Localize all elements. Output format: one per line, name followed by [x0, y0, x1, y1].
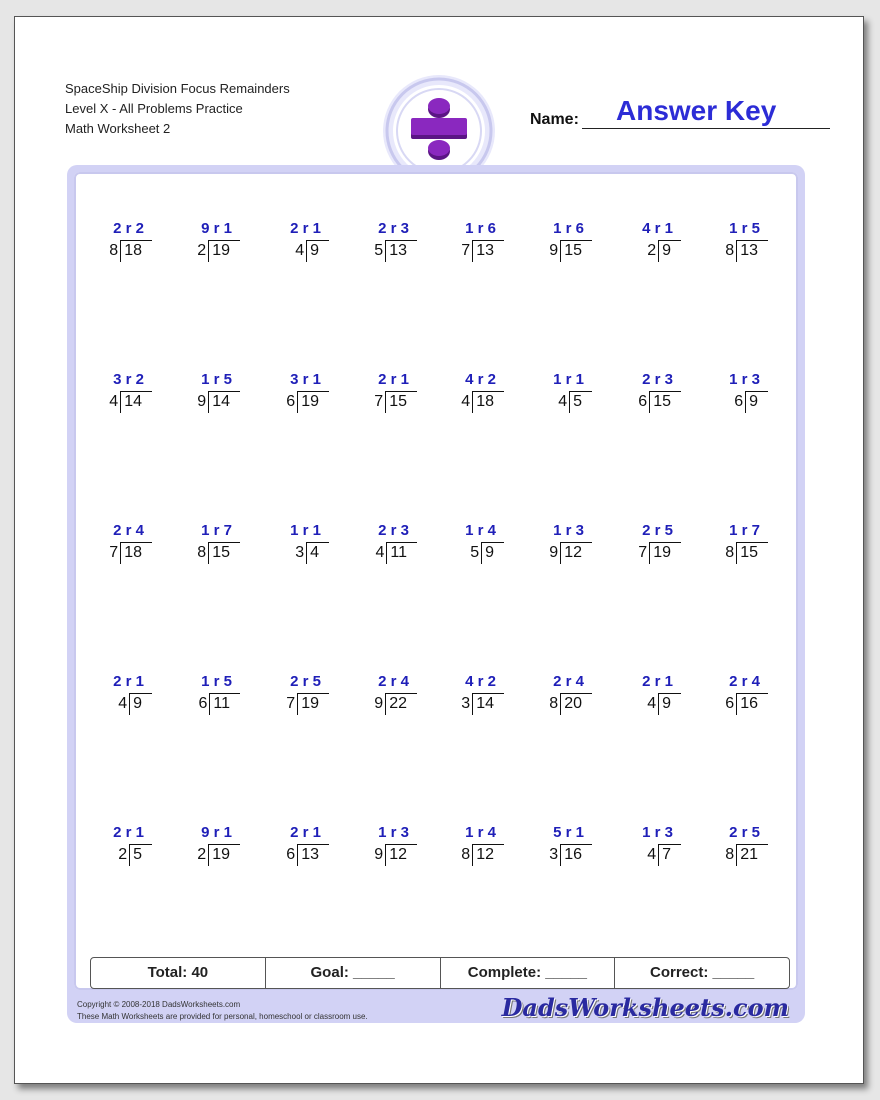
divisor: 7 [638, 544, 648, 561]
quotient-answer: 2 r 4 [729, 673, 760, 690]
divisor: 8 [461, 846, 471, 863]
quotient-answer: 1 r 7 [201, 522, 232, 539]
quotient-answer: 4 r 2 [465, 673, 496, 690]
divisor: 2 [647, 242, 657, 259]
dividend: 21 [736, 844, 768, 866]
dividend: 16 [736, 693, 768, 715]
problem-frame [67, 165, 805, 1023]
worksheet-level: Level X - All Problems Practice [65, 101, 243, 116]
divisor: 5 [470, 544, 480, 561]
dividend: 12 [472, 844, 504, 866]
division-problem [269, 220, 329, 264]
divisor: 9 [549, 242, 559, 259]
division-bracket [725, 240, 768, 262]
division-problem [92, 824, 152, 868]
quotient-answer: 4 r 1 [642, 220, 673, 237]
division-problem [444, 220, 504, 264]
quotient-answer: 2 r 1 [290, 220, 321, 237]
divisor: 8 [725, 544, 735, 561]
division-bracket [109, 391, 152, 413]
division-bracket [374, 693, 417, 715]
quotient-answer: 2 r 2 [113, 220, 144, 237]
division-bracket [197, 391, 240, 413]
division-bracket [109, 240, 152, 262]
dividend: 9 [658, 693, 681, 715]
dividend: 7 [658, 844, 681, 866]
dividend: 4 [306, 542, 329, 564]
divisor: 9 [549, 544, 559, 561]
division-problem [92, 371, 152, 415]
divisor: 6 [638, 393, 648, 410]
total-cell: Total: 40 [91, 958, 266, 988]
divisor: 3 [461, 695, 471, 712]
division-bracket [197, 542, 240, 564]
division-bracket [647, 240, 681, 262]
quotient-answer: 1 r 6 [465, 220, 496, 237]
quotient-answer: 1 r 5 [201, 371, 232, 388]
problem-area [74, 172, 798, 990]
division-bracket [118, 844, 152, 866]
dividend: 22 [385, 693, 417, 715]
division-problem [357, 522, 417, 566]
quotient-answer: 9 r 1 [201, 220, 232, 237]
dividend: 14 [120, 391, 152, 413]
division-bracket [374, 391, 417, 413]
dividend: 20 [560, 693, 592, 715]
divisor: 9 [374, 695, 384, 712]
divisor: 6 [734, 393, 744, 410]
divisor: 3 [549, 846, 559, 863]
divisor: 4 [295, 242, 305, 259]
quotient-answer: 1 r 3 [378, 824, 409, 841]
divisor: 2 [197, 242, 207, 259]
dividend: 15 [560, 240, 592, 262]
quotient-answer: 2 r 4 [553, 673, 584, 690]
divisor: 2 [118, 846, 128, 863]
quotient-answer: 1 r 3 [642, 824, 673, 841]
divisor: 3 [295, 544, 305, 561]
division-problem [532, 824, 592, 868]
quotient-answer: 2 r 1 [113, 824, 144, 841]
division-bracket [295, 240, 329, 262]
quotient-answer: 9 r 1 [201, 824, 232, 841]
quotient-answer: 3 r 2 [113, 371, 144, 388]
division-problem [357, 673, 417, 717]
division-problem [621, 673, 681, 717]
division-bracket [197, 240, 240, 262]
division-bracket [461, 693, 504, 715]
dividend: 13 [297, 844, 329, 866]
dividend: 9 [658, 240, 681, 262]
quotient-answer: 2 r 1 [290, 824, 321, 841]
quotient-answer: 5 r 1 [553, 824, 584, 841]
problem-grid [74, 172, 798, 990]
worksheet-header [65, 79, 290, 139]
division-bracket [286, 844, 329, 866]
dividend: 15 [385, 391, 417, 413]
division-bracket [461, 844, 504, 866]
divisor: 7 [461, 242, 471, 259]
dividend: 16 [560, 844, 592, 866]
copyright-line: Copyright © 2008-2018 DadsWorksheets.com [77, 1000, 241, 1009]
division-bracket [118, 693, 152, 715]
dividend: 19 [208, 240, 240, 262]
division-problem [357, 371, 417, 415]
division-problem [708, 220, 768, 264]
divisor: 9 [197, 393, 207, 410]
quotient-answer: 2 r 5 [729, 824, 760, 841]
division-problem [532, 522, 592, 566]
division-problem [92, 673, 152, 717]
division-problem [532, 220, 592, 264]
division-problem [357, 824, 417, 868]
quotient-answer: 1 r 4 [465, 522, 496, 539]
division-bracket [725, 693, 768, 715]
division-problem [444, 824, 504, 868]
complete-cell: Complete: _____ [441, 958, 616, 988]
division-bracket [286, 391, 329, 413]
dividend: 13 [385, 240, 417, 262]
division-problem [444, 522, 504, 566]
divisor: 4 [375, 544, 385, 561]
division-bracket [461, 240, 504, 262]
worksheet-title: SpaceShip Division Focus Remainders [65, 81, 290, 96]
division-problem [180, 220, 240, 264]
dividend: 5 [569, 391, 592, 413]
quotient-answer: 1 r 3 [553, 522, 584, 539]
divisor: 8 [549, 695, 559, 712]
divisor: 2 [197, 846, 207, 863]
dividend: 15 [649, 391, 681, 413]
quotient-answer: 2 r 5 [642, 522, 673, 539]
division-bracket [461, 391, 504, 413]
quotient-answer: 2 r 3 [378, 522, 409, 539]
division-problem [92, 522, 152, 566]
divisor: 4 [118, 695, 128, 712]
division-problem [621, 522, 681, 566]
division-problem [180, 824, 240, 868]
divisor: 9 [374, 846, 384, 863]
division-problem [269, 673, 329, 717]
division-bracket [197, 844, 240, 866]
division-problem [444, 673, 504, 717]
quotient-answer: 1 r 4 [465, 824, 496, 841]
usage-line: These Math Worksheets are provided for personal, homeschool or classroom use. [77, 1012, 368, 1021]
division-problem [180, 673, 240, 717]
division-bracket [558, 391, 592, 413]
brand-logo: DadsWorksheets.com [501, 993, 789, 1022]
division-bracket [647, 844, 681, 866]
quotient-answer: 3 r 1 [290, 371, 321, 388]
dividend: 9 [129, 693, 152, 715]
worksheet-number: Math Worksheet 2 [65, 121, 171, 136]
division-bracket [375, 542, 417, 564]
division-problem [708, 673, 768, 717]
dividend: 18 [472, 391, 504, 413]
quotient-answer: 1 r 7 [729, 522, 760, 539]
quotient-answer: 2 r 1 [113, 673, 144, 690]
division-bracket [725, 542, 768, 564]
division-bracket [638, 542, 681, 564]
division-bracket [549, 240, 592, 262]
division-bracket [647, 693, 681, 715]
dividend: 18 [120, 542, 152, 564]
dividend: 11 [209, 693, 240, 715]
division-problem [269, 824, 329, 868]
division-problem [180, 522, 240, 566]
division-problem [92, 220, 152, 264]
quotient-answer: 4 r 2 [465, 371, 496, 388]
dividend: 19 [208, 844, 240, 866]
division-bracket [470, 542, 504, 564]
divisor: 5 [374, 242, 384, 259]
dividend: 12 [385, 844, 417, 866]
division-bracket [549, 844, 592, 866]
division-bracket [295, 542, 329, 564]
answer-key-text: Answer Key [616, 95, 777, 126]
division-bracket [549, 542, 592, 564]
dividend: 9 [745, 391, 768, 413]
divisor: 4 [109, 393, 119, 410]
division-bracket [286, 693, 329, 715]
division-bracket [734, 391, 768, 413]
division-problem [708, 371, 768, 415]
divisor: 8 [109, 242, 119, 259]
dividend: 18 [120, 240, 152, 262]
dividend: 15 [736, 542, 768, 564]
divisor: 6 [286, 846, 296, 863]
worksheet-page [14, 16, 864, 1084]
divisor: 7 [109, 544, 119, 561]
divisor: 8 [197, 544, 207, 561]
divisor: 4 [558, 393, 568, 410]
correct-cell: Correct: _____ [650, 964, 755, 981]
dividend: 12 [560, 542, 592, 564]
quotient-answer: 1 r 5 [201, 673, 232, 690]
division-bracket [725, 844, 768, 866]
dividend: 14 [472, 693, 504, 715]
dividend: 13 [472, 240, 504, 262]
name-field [530, 95, 830, 145]
dividend: 11 [386, 542, 417, 564]
quotient-answer: 1 r 3 [729, 371, 760, 388]
division-problem [532, 371, 592, 415]
dividend: 19 [297, 391, 329, 413]
division-problem [621, 220, 681, 264]
division-problem [621, 371, 681, 415]
quotient-answer: 2 r 3 [378, 220, 409, 237]
division-bracket [549, 693, 592, 715]
dividend: 15 [208, 542, 240, 564]
copyright-notice [77, 999, 368, 1023]
divisor: 8 [725, 846, 735, 863]
dividend: 14 [208, 391, 240, 413]
divisor: 4 [461, 393, 471, 410]
dividend: 19 [649, 542, 681, 564]
division-bracket [109, 542, 152, 564]
divisor: 4 [647, 846, 657, 863]
quotient-answer: 2 r 1 [378, 371, 409, 388]
quotient-answer: 2 r 5 [290, 673, 321, 690]
divisor: 4 [647, 695, 657, 712]
divisor: 8 [725, 242, 735, 259]
dividend: 5 [129, 844, 152, 866]
quotient-answer: 1 r 6 [553, 220, 584, 237]
division-problem [532, 673, 592, 717]
division-bracket [374, 240, 417, 262]
division-problem [708, 522, 768, 566]
division-problem [621, 824, 681, 868]
quotient-answer: 1 r 1 [290, 522, 321, 539]
dividend: 19 [297, 693, 329, 715]
dividend: 13 [736, 240, 768, 262]
division-problem [269, 522, 329, 566]
division-problem [269, 371, 329, 415]
divisor: 6 [725, 695, 735, 712]
dividend: 9 [306, 240, 329, 262]
goal-cell: Goal: _____ [266, 958, 441, 988]
quotient-answer: 2 r 4 [113, 522, 144, 539]
quotient-answer: 2 r 3 [642, 371, 673, 388]
name-label: Name: [530, 111, 579, 128]
division-problem [708, 824, 768, 868]
quotient-answer: 1 r 5 [729, 220, 760, 237]
divisor: 6 [198, 695, 208, 712]
quotient-answer: 1 r 1 [553, 371, 584, 388]
dividend: 9 [481, 542, 504, 564]
division-bracket [374, 844, 417, 866]
division-bracket [198, 693, 240, 715]
divisor: 7 [286, 695, 296, 712]
score-bar [90, 957, 790, 989]
division-problem [357, 220, 417, 264]
division-problem [180, 371, 240, 415]
divisor: 7 [374, 393, 384, 410]
name-underline [582, 128, 830, 129]
divisor: 6 [286, 393, 296, 410]
quotient-answer: 2 r 4 [378, 673, 409, 690]
division-problem [444, 371, 504, 415]
division-bracket [638, 391, 681, 413]
quotient-answer: 2 r 1 [642, 673, 673, 690]
